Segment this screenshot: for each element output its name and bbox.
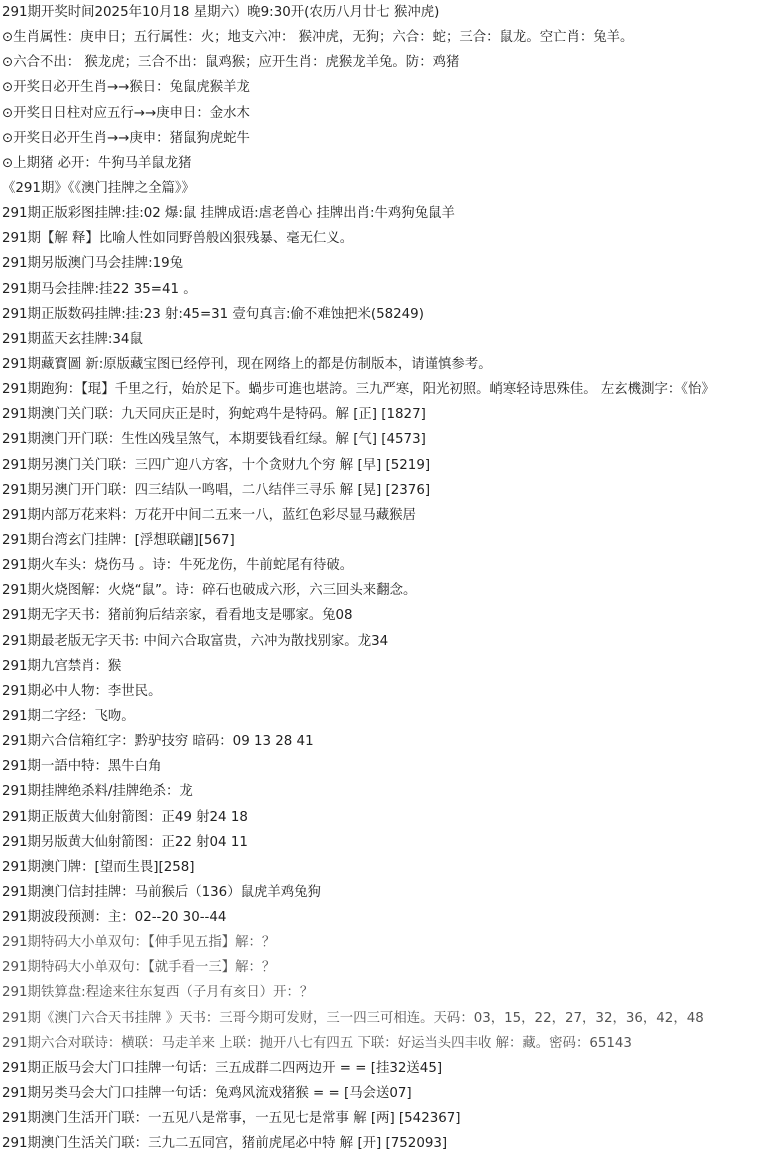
text-line: 291期特码大小单双句：【伸手见五指】解：？: [2, 935, 276, 951]
text-line: 291期澳门开门联：生性凶残呈煞气，本期要钱看红绿。解 [气] [4573]: [2, 432, 426, 448]
article-body: [2, 0, 783, 1156]
text-line: 291期必中人物：李世民。: [2, 683, 162, 699]
text-line: 291期蓝天玄挂牌:34鼠: [2, 331, 143, 347]
text-line: 291期澳门牌：[望而生畏][258]: [2, 859, 195, 875]
text-line: 291期一語中特：黑牛白角: [2, 759, 162, 775]
text-line: 291期澳门关门联：九天同庆正是时，狗蛇鸡牛是特码。解 [正] [1827]: [2, 407, 426, 423]
text-line: 291期澳门信封挂牌：马前猴后（136）鼠虎羊鸡兔狗: [2, 884, 321, 900]
text-line: ⊙开奖日日柱对应五行→→庚申日：金水木: [2, 105, 250, 121]
text-line: 291期二字经：飞吻。: [2, 708, 135, 724]
text-line: 291期正版黄大仙射箭图：正49 射24 18: [2, 809, 248, 825]
text-line: 291期另澳门开门联：四三结队一鸣唱，二八结伴三寻乐 解 [晃] [2376]: [2, 482, 431, 498]
text-line: 291期澳门生活开门联：一五见八是常事，一五见七是常事 解 [两] [542367]: [2, 1111, 461, 1127]
text-line: 291期正版马会大门口挂牌一句话：三五成群二四两边开 = = [挂32送45]: [2, 1060, 443, 1076]
text-line: ⊙开奖日必开生肖→→庚申：猪鼠狗虎蛇牛: [2, 130, 250, 146]
text-line: 291期正版彩图挂牌:挂:02 爆:鼠 挂牌成语:虐老兽心 挂牌出肖:牛鸡狗兔鼠羊: [2, 206, 455, 222]
text-line: 291期挂牌绝杀料/挂牌绝杀：龙: [2, 784, 193, 800]
text-line: 291期波段预测：主：02--20 30--44: [2, 910, 227, 926]
text-line: 291期跑狗：【琨】千里之行，始於足下。蝸步可進也堪誇。三九严寒，阳光初照。峭寒轻诗思殊佳。 左玄機測字：《怡》: [2, 382, 715, 398]
text-line: 291期藏寳圖 新:原版藏宝图已经停刊，现在网络上的都是仿制版本，请谨慎参考。: [2, 356, 492, 372]
text-line: ⊙开奖日必开生肖→→猴日：兔鼠虎猴羊龙: [2, 80, 250, 96]
text-line: ⊙生肖属性：庚申日；五行属性：火；地支六冲： 猴冲虎，无狗；六合：蛇；三合：鼠龙。空亡肖：兔羊。: [2, 30, 634, 46]
text-line: 291期开奖时间2025年10月18 星期六）晚9:30开(农历八月廿七 猴冲虎): [2, 5, 440, 20]
text-line: 291期九宫禁肖：猴: [2, 658, 122, 674]
text-line: 291期火车头：烧伤马 。诗：牛死龙伤，牛前蛇尾有待破。: [2, 558, 354, 574]
text-line: ⊙上期猪 必开：牛狗马羊鼠龙猪: [2, 155, 192, 171]
text-line: 291期正版数码挂牌:挂:23 射:45=31 壹句真言:偷不难蚀把米(58249): [2, 306, 424, 322]
text-line: 291期内部万花来料：万花开中间二五来一八，蓝红色彩尽显马藏猴居: [2, 507, 416, 523]
text-line: 291期另类马会大门口挂牌一句话：兔鸡风流戏猪猴 = = [马会送07]: [2, 1086, 412, 1102]
text-line: 291期另版黄大仙射箭图：正22 射04 11: [2, 834, 248, 850]
text-line: 291期无字天书：猪前狗后结亲家，看看地支是哪家。兔08: [2, 608, 353, 624]
text-line: 291期火烧图解：火烧“鼠”。诗：碎石也破成六形，六三回头来翻念。: [2, 583, 417, 599]
text-line: 291期【解 释】比喻人性如同野兽般凶狠残暴、毫无仁义。: [2, 231, 354, 247]
text-line: 291期马会挂牌:挂22 35=41 。: [2, 281, 197, 297]
text-line: 291期六合对联诗：横联：马走羊来 上联：抛开八七有四五 下联：好运当头四丰收 解：藏。密码：65143: [2, 1035, 632, 1051]
text-line: 291期最老版无字天书: 中间六合取富贵，六冲为散找别家。龙34: [2, 633, 389, 649]
text-line: 《291期》《《澳门挂牌之全篇》》: [2, 180, 195, 196]
text-line: 291期六合信箱红字：黔驴技穷 暗码：09 13 28 41: [2, 734, 314, 750]
text-line: 291期特码大小单双句：【就手看一三】解：？: [2, 960, 276, 976]
text-line: 291期澳门生活关门联：三九二五同宫，猪前虎尾必中特 解 [开] [752093]: [2, 1136, 448, 1152]
text-line: ⊙六合不出： 猴龙虎；三合不出：鼠鸡猴；应开生肖：虎猴龙羊兔。防：鸡猪: [2, 55, 460, 71]
text-line: 291期另澳门关门联：三四广迎八方客，十个贪财九个穷 解 [早] [5219]: [2, 457, 431, 473]
text-line: 291期铁算盘:程途来往东复西（子月有亥日）开：？: [2, 985, 314, 1001]
text-line: 291期台湾玄门挂牌：[浮想联翩][567]: [2, 532, 235, 548]
text-line: 291期另版澳门马会挂牌:19兔: [2, 256, 184, 272]
text-line: 291期《澳门六合天书挂牌 》天书：三哥今期可发财，三一四三可相连。天码：03，15，22，27，32，36，42，48: [2, 1010, 704, 1026]
